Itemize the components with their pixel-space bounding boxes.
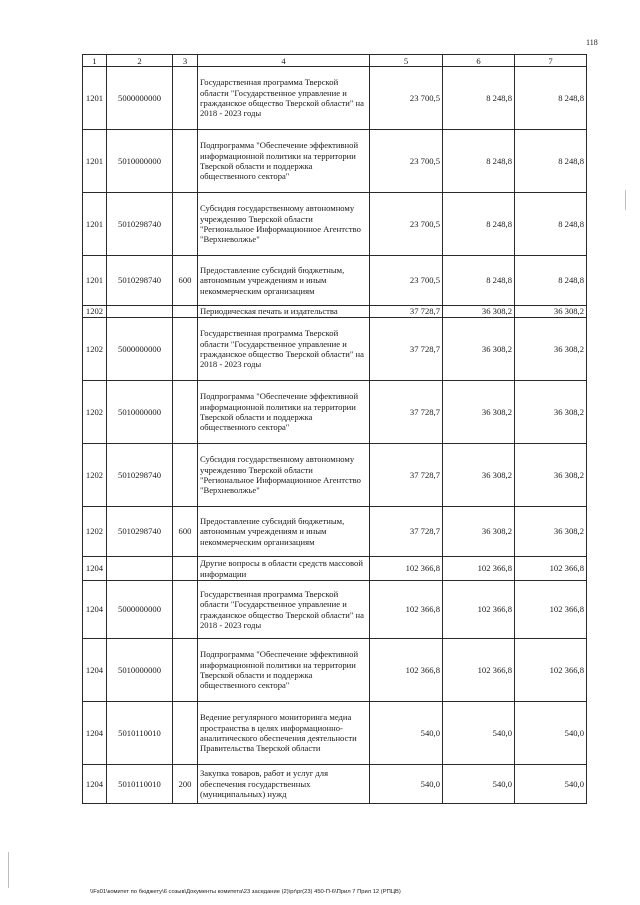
item-name-cell: Другие вопросы в области средств массовой информации [198,557,370,581]
section-code-cell: 1204 [83,765,107,804]
table-row [83,765,587,804]
target-article-cell: 5010298740 [107,444,173,507]
expense-type-cell: 200 [173,765,198,804]
target-article-cell: 5000000000 [107,67,173,130]
table-row [83,507,587,557]
amount-col7-cell: 8 248,8 [515,130,587,193]
target-article-cell: 5000000000 [107,581,173,639]
amount-col5-cell: 37 728,7 [370,318,443,381]
amount-col5-cell: 540,0 [370,702,443,765]
amount-col7-cell: 36 308,2 [515,306,587,318]
column-header: 6 [443,55,515,67]
column-header: 4 [198,55,370,67]
column-header: 5 [370,55,443,67]
section-code-cell: 1204 [83,557,107,581]
table-row [83,193,587,256]
amount-col6-cell: 102 366,8 [443,557,515,581]
section-code-cell: 1204 [83,639,107,702]
target-article-cell [107,306,173,318]
target-article-cell: 5010298740 [107,193,173,256]
amount-col7-cell: 102 366,8 [515,639,587,702]
amount-col7-cell: 8 248,8 [515,67,587,130]
section-code-cell: 1201 [83,193,107,256]
amount-col5-cell: 37 728,7 [370,306,443,318]
amount-col7-cell: 102 366,8 [515,581,587,639]
section-code-cell: 1202 [83,318,107,381]
column-header: 2 [107,55,173,67]
table-row [83,130,587,193]
table-row [83,67,587,130]
column-header: 7 [515,55,587,67]
item-name-cell: Периодическая печать и издательства [198,306,370,318]
expense-type-cell [173,702,198,765]
amount-col6-cell: 36 308,2 [443,444,515,507]
expense-type-cell [173,318,198,381]
expense-type-cell [173,67,198,130]
expense-type-cell [173,193,198,256]
amount-col7-cell: 36 308,2 [515,318,587,381]
scan-margin-mark [8,852,9,888]
item-name-cell: Государственная программа Тверской области "Государственное управление и гражданское общество Тверской области" на 2018 - 2023 годы [198,581,370,639]
target-article-cell: 5000000000 [107,318,173,381]
amount-col6-cell: 102 366,8 [443,639,515,702]
table-row [83,581,587,639]
amount-col6-cell: 36 308,2 [443,318,515,381]
amount-col5-cell: 37 728,7 [370,444,443,507]
table-header-row [83,55,587,67]
expense-type-cell: 600 [173,507,198,557]
amount-col6-cell: 8 248,8 [443,193,515,256]
amount-col5-cell: 37 728,7 [370,507,443,557]
amount-col7-cell: 540,0 [515,702,587,765]
item-name-cell: Закупка товаров, работ и услуг для обеспечения государственных (муниципальных) нужд [198,765,370,804]
scan-margin-mark [625,190,626,210]
target-article-cell: 5010000000 [107,130,173,193]
amount-col5-cell: 23 700,5 [370,130,443,193]
amount-col5-cell: 540,0 [370,765,443,804]
amount-col6-cell: 102 366,8 [443,581,515,639]
target-article-cell: 5010110010 [107,702,173,765]
amount-col5-cell: 37 728,7 [370,381,443,444]
page-number: 118 [586,38,598,47]
target-article-cell: 5010298740 [107,256,173,306]
expense-type-cell [173,381,198,444]
budget-table [82,54,587,804]
amount-col7-cell: 36 308,2 [515,507,587,557]
item-name-cell: Подпрограмма "Обеспечение эффективной информационной политики на территории Тверской области и поддержка общественного сектора" [198,130,370,193]
column-header: 3 [173,55,198,67]
amount-col5-cell: 23 700,5 [370,256,443,306]
table-row [83,306,587,318]
amount-col6-cell: 540,0 [443,702,515,765]
section-code-cell: 1202 [83,507,107,557]
section-code-cell: 1202 [83,306,107,318]
table-row [83,557,587,581]
table-row [83,702,587,765]
amount-col7-cell: 8 248,8 [515,256,587,306]
table-row [83,639,587,702]
section-code-cell: 1202 [83,444,107,507]
target-article-cell: 5010110010 [107,765,173,804]
section-code-cell: 1204 [83,581,107,639]
amount-col7-cell: 8 248,8 [515,193,587,256]
item-name-cell: Подпрограмма "Обеспечение эффективной информационной политики на территории Тверской области и поддержка общественного сектора" [198,381,370,444]
amount-col5-cell: 23 700,5 [370,67,443,130]
item-name-cell: Предоставление субсидий бюджетным, автономным учреждениям и иным некоммерческим организациям [198,507,370,557]
expense-type-cell [173,130,198,193]
amount-col5-cell: 23 700,5 [370,193,443,256]
table-row [83,381,587,444]
expense-type-cell [173,581,198,639]
amount-col6-cell: 8 248,8 [443,256,515,306]
target-article-cell: 5010000000 [107,381,173,444]
amount-col6-cell: 8 248,8 [443,67,515,130]
amount-col6-cell: 8 248,8 [443,130,515,193]
expense-type-cell [173,639,198,702]
amount-col7-cell: 36 308,2 [515,381,587,444]
amount-col6-cell: 540,0 [443,765,515,804]
amount-col5-cell: 102 366,8 [370,581,443,639]
item-name-cell: Ведение регулярного мониторинга медиа пространства в целях информационно-аналитического обеспечения деятельности Правительства Тверской области [198,702,370,765]
expense-type-cell [173,557,198,581]
item-name-cell: Подпрограмма "Обеспечение эффективной информационной политики на территории Тверской области и поддержка общественного сектора" [198,639,370,702]
expense-type-cell: 600 [173,256,198,306]
expense-type-cell [173,306,198,318]
amount-col7-cell: 36 308,2 [515,444,587,507]
target-article-cell: 5010298740 [107,507,173,557]
target-article-cell [107,557,173,581]
amount-col6-cell: 36 308,2 [443,306,515,318]
column-header: 1 [83,55,107,67]
section-code-cell: 1201 [83,130,107,193]
table-row [83,318,587,381]
section-code-cell: 1201 [83,256,107,306]
amount-col6-cell: 36 308,2 [443,507,515,557]
amount-col5-cell: 102 366,8 [370,557,443,581]
table-row [83,256,587,306]
item-name-cell: Государственная программа Тверской области "Государственное управление и гражданское общество Тверской области" на 2018 - 2023 годы [198,318,370,381]
amount-col7-cell: 540,0 [515,765,587,804]
amount-col5-cell: 102 366,8 [370,639,443,702]
file-path-footer: \\Fs01\комитет по бюджету\6 созыв\Документы комитета\23 заседание (2)\pr\pr(23) 450-П-6\Прил 7 Прил 12 (РПЦВ) [90,889,401,895]
target-article-cell: 5010000000 [107,639,173,702]
amount-col7-cell: 102 366,8 [515,557,587,581]
table-row [83,444,587,507]
item-name-cell: Субсидия государственному автономному учреждению Тверской области "Региональное Информационное Агентство "Верхневолжье" [198,444,370,507]
amount-col6-cell: 36 308,2 [443,381,515,444]
item-name-cell: Субсидия государственному автономному учреждению Тверской области "Региональное Информационное Агентство "Верхневолжье" [198,193,370,256]
item-name-cell: Государственная программа Тверской области "Государственное управление и гражданское общество Тверской области" на 2018 - 2023 годы [198,67,370,130]
expense-type-cell [173,444,198,507]
section-code-cell: 1201 [83,67,107,130]
section-code-cell: 1202 [83,381,107,444]
section-code-cell: 1204 [83,702,107,765]
item-name-cell: Предоставление субсидий бюджетным, автономным учреждениям и иным некоммерческим организациям [198,256,370,306]
